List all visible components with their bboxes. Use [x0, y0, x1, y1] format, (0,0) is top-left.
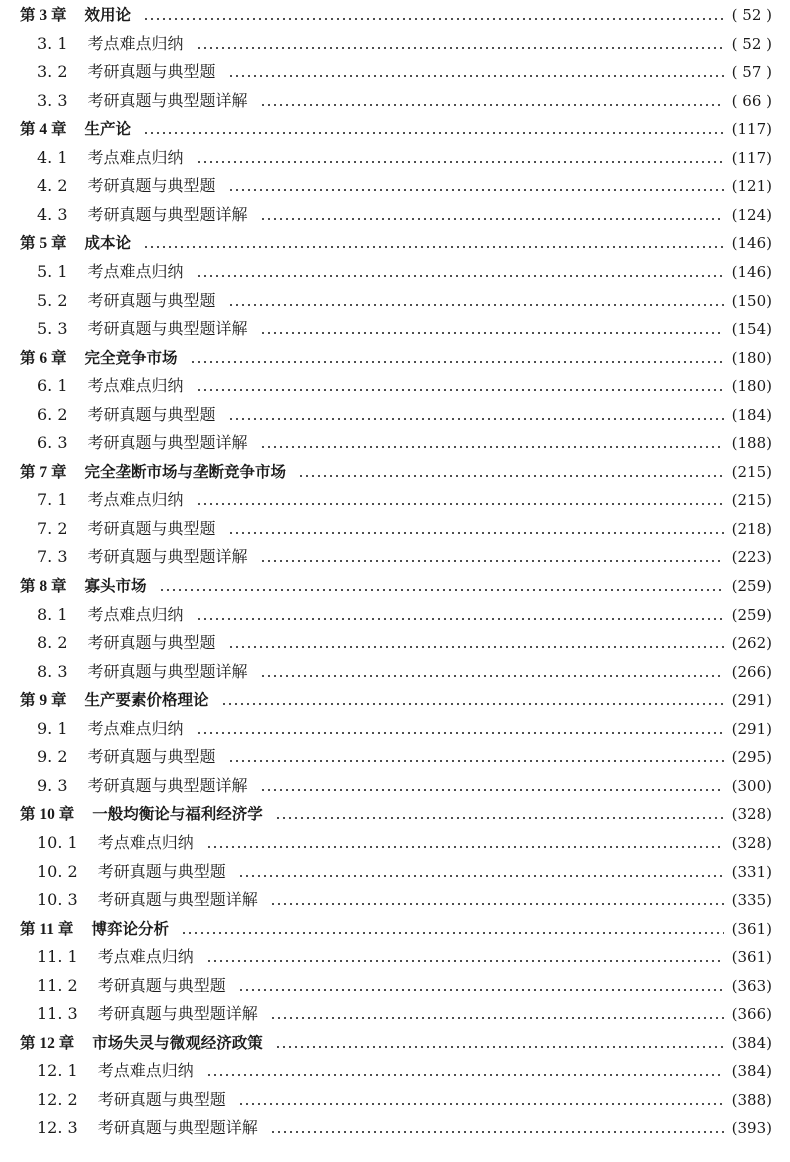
- toc-chapter-row[interactable]: [0, 1, 790, 29]
- section-number: 8. 1: [37, 604, 68, 624]
- page-number: (388): [731, 1090, 772, 1109]
- dot-leader: [260, 560, 724, 562]
- chapter-suffix: 章: [51, 691, 67, 710]
- page-number: (393): [731, 1119, 772, 1138]
- toc-section-label: [37, 1057, 194, 1085]
- toc-section-row[interactable]: [0, 258, 790, 286]
- section-title: 考点难点归纳: [97, 832, 194, 852]
- page-number: (266): [731, 662, 772, 681]
- section-title: 考研真题与典型题详解: [87, 547, 248, 567]
- chapter-suffix: 章: [51, 6, 67, 24]
- page-number: (188): [731, 434, 772, 453]
- section-number: 11. 3: [37, 1004, 78, 1024]
- section-title: 考研真题与典型题详解: [87, 661, 248, 681]
- section-title: 考研真题与典型题: [97, 975, 226, 995]
- chapter-suffix: 章: [51, 348, 67, 367]
- section-title: 考研真题与典型题: [87, 633, 216, 653]
- dot-leader: [228, 760, 724, 762]
- dot-leader: [228, 75, 724, 77]
- section-title: 考点难点归纳: [97, 947, 194, 967]
- chapter-number: 5: [35, 235, 52, 253]
- chapter-suffix: 章: [51, 577, 67, 595]
- dot-leader: [275, 1046, 724, 1048]
- dot-leader: [143, 246, 724, 248]
- chapter-number: 6: [35, 349, 52, 367]
- section-number: 4. 1: [37, 147, 68, 167]
- section-number: 5. 2: [37, 290, 68, 310]
- toc-section-row[interactable]: [0, 858, 790, 886]
- toc-section-row[interactable]: [0, 543, 790, 571]
- page-number: (361): [731, 948, 772, 967]
- section-number: 5. 1: [37, 261, 68, 281]
- dot-leader: [181, 932, 724, 934]
- toc-section-row[interactable]: [0, 515, 790, 543]
- toc-section-label: [37, 858, 226, 886]
- page-number: (180): [731, 377, 772, 396]
- page-number: (295): [731, 748, 772, 767]
- dot-leader: [206, 1074, 724, 1076]
- toc-section-row[interactable]: [0, 829, 790, 857]
- page-number: (300): [731, 776, 772, 795]
- toc-section-row[interactable]: [0, 715, 790, 743]
- toc-section-row[interactable]: [0, 486, 790, 514]
- toc-section-row[interactable]: [0, 87, 790, 115]
- chapter-number: 4: [35, 121, 52, 139]
- toc-section-row[interactable]: [0, 172, 790, 200]
- section-number: 3. 3: [37, 90, 68, 110]
- toc-section-row[interactable]: [0, 429, 790, 457]
- section-title: 考研真题与典型题详解: [87, 90, 248, 110]
- page-number: (121): [731, 177, 772, 196]
- toc-section-label: [37, 144, 184, 172]
- toc-section-label: [37, 1086, 226, 1114]
- toc-section-label: [37, 315, 248, 343]
- toc-chapter-row[interactable]: [0, 800, 790, 828]
- page-number: (154): [731, 320, 772, 339]
- toc-section-label: [37, 30, 184, 58]
- section-title: 考点难点归纳: [87, 376, 184, 396]
- toc-chapter-row[interactable]: [0, 458, 790, 486]
- section-title: 考点难点归纳: [87, 490, 184, 510]
- toc-section-label: [37, 543, 248, 571]
- page-number: (259): [731, 577, 772, 595]
- dot-leader: [228, 418, 724, 420]
- chapter-prefix: 第: [20, 1033, 36, 1052]
- toc-section-row[interactable]: [0, 943, 790, 971]
- page-number: (262): [731, 634, 772, 653]
- chapter-prefix: 第: [20, 6, 36, 24]
- dot-leader: [159, 589, 724, 591]
- page-number: (215): [731, 491, 772, 510]
- dot-leader: [298, 475, 724, 477]
- chapter-prefix: 第: [20, 577, 36, 595]
- chapter-title: 寡头市场: [84, 577, 147, 595]
- section-title: 考研真题与典型题详解: [97, 890, 258, 910]
- page-number: ( 52 ): [731, 6, 772, 24]
- toc-section-label: [37, 972, 226, 1000]
- page-number: (361): [731, 919, 772, 938]
- chapter-number: 12: [35, 1034, 59, 1052]
- toc-chapter-label: [20, 686, 209, 715]
- dot-leader: [260, 332, 724, 334]
- dot-leader: [196, 503, 724, 505]
- toc-chapter-row[interactable]: [0, 686, 790, 714]
- chapter-prefix: 第: [20, 919, 36, 938]
- section-number: 3. 2: [37, 62, 68, 82]
- toc-section-row[interactable]: [0, 58, 790, 86]
- section-number: 12. 2: [37, 1089, 78, 1109]
- toc-chapter-row[interactable]: [0, 572, 790, 600]
- page-number: ( 57 ): [731, 63, 772, 82]
- dot-leader: [143, 18, 724, 20]
- dot-leader: [196, 618, 724, 620]
- section-title: 考研真题与典型题: [97, 1089, 226, 1109]
- chapter-title: 生产要素价格理论: [84, 691, 209, 710]
- dot-leader: [196, 47, 724, 49]
- toc-section-row[interactable]: [0, 144, 790, 172]
- section-title: 考研真题与典型题详解: [87, 204, 248, 224]
- dot-leader: [196, 732, 724, 734]
- page-number: (331): [731, 862, 772, 881]
- section-number: 12. 1: [37, 1061, 78, 1081]
- section-number: 6. 1: [37, 376, 68, 396]
- chapter-title: 一般均衡论与福利经济学: [92, 805, 263, 824]
- section-title: 考点难点归纳: [87, 261, 184, 281]
- toc-chapter-label: [20, 915, 169, 944]
- page-number: (146): [731, 262, 772, 281]
- section-number: 10. 1: [37, 832, 78, 852]
- dot-leader: [228, 532, 724, 534]
- section-number: 7. 3: [37, 547, 68, 567]
- toc-section-label: [37, 401, 216, 429]
- dot-leader: [260, 218, 724, 220]
- page-number: (184): [731, 405, 772, 424]
- chapter-prefix: 第: [20, 234, 36, 253]
- toc-section-row[interactable]: [0, 743, 790, 771]
- section-number: 7. 1: [37, 490, 68, 510]
- dot-leader: [270, 1131, 724, 1133]
- section-number: 5. 3: [37, 319, 68, 339]
- toc-chapter-row[interactable]: [0, 344, 790, 372]
- dot-leader: [228, 304, 724, 306]
- dot-leader: [206, 846, 724, 848]
- dot-leader: [190, 361, 724, 363]
- chapter-suffix: 章: [51, 462, 67, 481]
- dot-leader: [221, 703, 724, 705]
- page-number: (328): [731, 805, 772, 824]
- toc-section-row[interactable]: [0, 287, 790, 315]
- toc-section-label: [37, 1114, 258, 1142]
- section-title: 考研真题与典型题: [87, 404, 216, 424]
- toc-chapter-row[interactable]: [0, 115, 790, 143]
- toc-section-row[interactable]: [0, 1086, 790, 1114]
- page-number: (218): [731, 519, 772, 538]
- section-number: 10. 2: [37, 861, 78, 881]
- section-number: 8. 2: [37, 633, 68, 653]
- chapter-number: 11: [35, 920, 58, 938]
- toc-section-label: [37, 772, 248, 800]
- section-title: 考研真题与典型题详解: [87, 775, 248, 795]
- chapter-prefix: 第: [20, 691, 36, 710]
- section-number: 8. 3: [37, 661, 68, 681]
- toc-section-label: [37, 201, 248, 229]
- chapter-prefix: 第: [20, 462, 36, 481]
- toc-section-row[interactable]: [0, 30, 790, 58]
- page-number: ( 66 ): [731, 91, 772, 110]
- toc-section-label: [37, 87, 248, 115]
- chapter-title: 生产论: [84, 120, 132, 139]
- chapter-prefix: 第: [20, 120, 36, 139]
- page-number: (291): [731, 719, 772, 738]
- toc-chapter-label: [20, 458, 286, 487]
- toc-section-row[interactable]: [0, 315, 790, 343]
- toc-section-label: [37, 172, 216, 200]
- toc-section-label: [37, 943, 194, 971]
- section-title: 考点难点归纳: [87, 604, 184, 624]
- chapter-number: 7: [35, 463, 52, 481]
- dot-leader: [275, 817, 724, 819]
- section-number: 4. 2: [37, 176, 68, 196]
- page-number: (117): [731, 120, 772, 139]
- toc-section-label: [37, 58, 216, 86]
- toc-section-row[interactable]: [0, 1114, 790, 1142]
- section-title: 考研真题与典型题: [87, 290, 216, 310]
- toc-section-row[interactable]: [0, 601, 790, 629]
- dot-leader: [238, 1103, 724, 1105]
- toc-section-row[interactable]: [0, 886, 790, 914]
- page-number: (180): [731, 348, 772, 367]
- section-number: 9. 1: [37, 718, 68, 738]
- toc-section-row[interactable]: [0, 972, 790, 1000]
- dot-leader: [238, 875, 724, 877]
- toc-chapter-label: [20, 1029, 263, 1058]
- section-title: 考研真题与典型题详解: [87, 433, 248, 453]
- dot-leader: [206, 960, 724, 962]
- toc-section-row[interactable]: [0, 1057, 790, 1085]
- section-number: 10. 3: [37, 890, 78, 910]
- section-number: 9. 3: [37, 775, 68, 795]
- section-title: 考研真题与典型题详解: [87, 319, 248, 339]
- section-title: 考点难点归纳: [87, 33, 184, 53]
- page-number: (384): [731, 1033, 772, 1052]
- chapter-suffix: 章: [58, 1033, 75, 1052]
- section-number: 7. 2: [37, 518, 68, 538]
- toc-section-label: [37, 743, 216, 771]
- section-number: 4. 3: [37, 204, 68, 224]
- chapter-title: 效用论: [84, 6, 132, 24]
- chapter-number: 9: [35, 692, 52, 710]
- toc-section-row[interactable]: [0, 629, 790, 657]
- toc-section-label: [37, 287, 216, 315]
- toc-section-row[interactable]: [0, 201, 790, 229]
- page-number: (291): [731, 691, 772, 710]
- section-title: 考研真题与典型题: [87, 518, 216, 538]
- page-number: ( 52 ): [731, 34, 772, 53]
- toc-section-row[interactable]: [0, 772, 790, 800]
- section-number: 6. 3: [37, 433, 68, 453]
- chapter-title: 成本论: [84, 234, 132, 253]
- section-title: 考研真题与典型题: [87, 747, 216, 767]
- dot-leader: [196, 389, 724, 391]
- toc-chapter-row[interactable]: [0, 229, 790, 257]
- section-title: 考研真题与典型题: [87, 62, 216, 82]
- page-number: (328): [731, 833, 772, 852]
- section-title: 考研真题与典型题详解: [97, 1118, 258, 1138]
- toc-section-label: [37, 258, 184, 286]
- chapter-number: 3: [35, 7, 52, 24]
- dot-leader: [260, 104, 724, 106]
- dot-leader: [143, 132, 724, 134]
- page-number: (215): [731, 462, 772, 481]
- toc-chapter-label: [20, 344, 178, 373]
- toc-section-label: [37, 515, 216, 543]
- dot-leader: [260, 789, 724, 791]
- toc-chapter-row[interactable]: [0, 1029, 790, 1057]
- chapter-number: 8: [35, 578, 52, 595]
- dot-leader: [196, 275, 724, 277]
- chapter-prefix: 第: [20, 348, 36, 367]
- section-title: 考点难点归纳: [87, 718, 184, 738]
- chapter-number: 10: [35, 806, 59, 824]
- chapter-title: 博弈论分析: [91, 919, 169, 938]
- dot-leader: [260, 675, 724, 677]
- toc-section-label: [37, 829, 194, 857]
- section-number: 3. 1: [37, 33, 68, 53]
- page-number: (146): [731, 234, 772, 253]
- toc-section-label: [37, 715, 184, 743]
- toc-chapter-label: [20, 800, 263, 829]
- toc-section-label: [37, 658, 248, 686]
- page-number: (366): [731, 1005, 772, 1024]
- toc-chapter-label: [20, 1, 131, 30]
- section-title: 考点难点归纳: [97, 1061, 194, 1081]
- toc-section-row[interactable]: [0, 401, 790, 429]
- dot-leader: [228, 646, 724, 648]
- toc-section-row[interactable]: [0, 372, 790, 400]
- chapter-title: 完全垄断市场与垄断竞争市场: [84, 462, 287, 481]
- section-title: 考点难点归纳: [87, 147, 184, 167]
- toc-chapter-label: [20, 115, 131, 144]
- dot-leader: [228, 189, 724, 191]
- page-number: (363): [731, 976, 772, 995]
- page-number: (150): [731, 291, 772, 310]
- chapter-prefix: 第: [20, 805, 36, 824]
- section-title: 考研真题与典型题: [97, 861, 226, 881]
- page-number: (124): [731, 205, 772, 224]
- section-number: 11. 1: [37, 947, 78, 967]
- toc-section-label: [37, 1000, 258, 1028]
- section-number: 11. 2: [37, 975, 78, 995]
- dot-leader: [270, 903, 724, 905]
- toc-chapter-label: [20, 572, 147, 601]
- chapter-suffix: 章: [57, 919, 74, 938]
- toc-section-row[interactable]: [0, 1000, 790, 1028]
- dot-leader: [260, 446, 724, 448]
- toc-section-label: [37, 629, 216, 657]
- chapter-title: 完全竞争市场: [84, 348, 178, 367]
- toc-section-label: [37, 486, 184, 514]
- toc-chapter-row[interactable]: [0, 915, 790, 943]
- toc-chapter-label: [20, 229, 131, 258]
- dot-leader: [238, 989, 724, 991]
- chapter-title: 市场失灵与微观经济政策: [92, 1033, 263, 1052]
- toc-section-row[interactable]: [0, 658, 790, 686]
- section-number: 6. 2: [37, 404, 68, 424]
- section-number: 12. 3: [37, 1118, 78, 1138]
- toc-section-label: [37, 429, 248, 457]
- page-number: (384): [731, 1062, 772, 1081]
- page-number: (117): [731, 148, 772, 167]
- toc-section-label: [37, 601, 184, 629]
- toc-section-label: [37, 372, 184, 400]
- page-number: (259): [731, 605, 772, 624]
- chapter-suffix: 章: [51, 234, 67, 253]
- page-number: (223): [731, 548, 772, 567]
- chapter-suffix: 章: [51, 120, 67, 139]
- toc-section-label: [37, 886, 258, 914]
- dot-leader: [270, 1017, 724, 1019]
- chapter-suffix: 章: [58, 805, 75, 824]
- section-number: 9. 2: [37, 747, 68, 767]
- section-title: 考研真题与典型题详解: [97, 1004, 258, 1024]
- page-number: (335): [731, 891, 772, 910]
- dot-leader: [196, 161, 724, 163]
- section-title: 考研真题与典型题: [87, 176, 216, 196]
